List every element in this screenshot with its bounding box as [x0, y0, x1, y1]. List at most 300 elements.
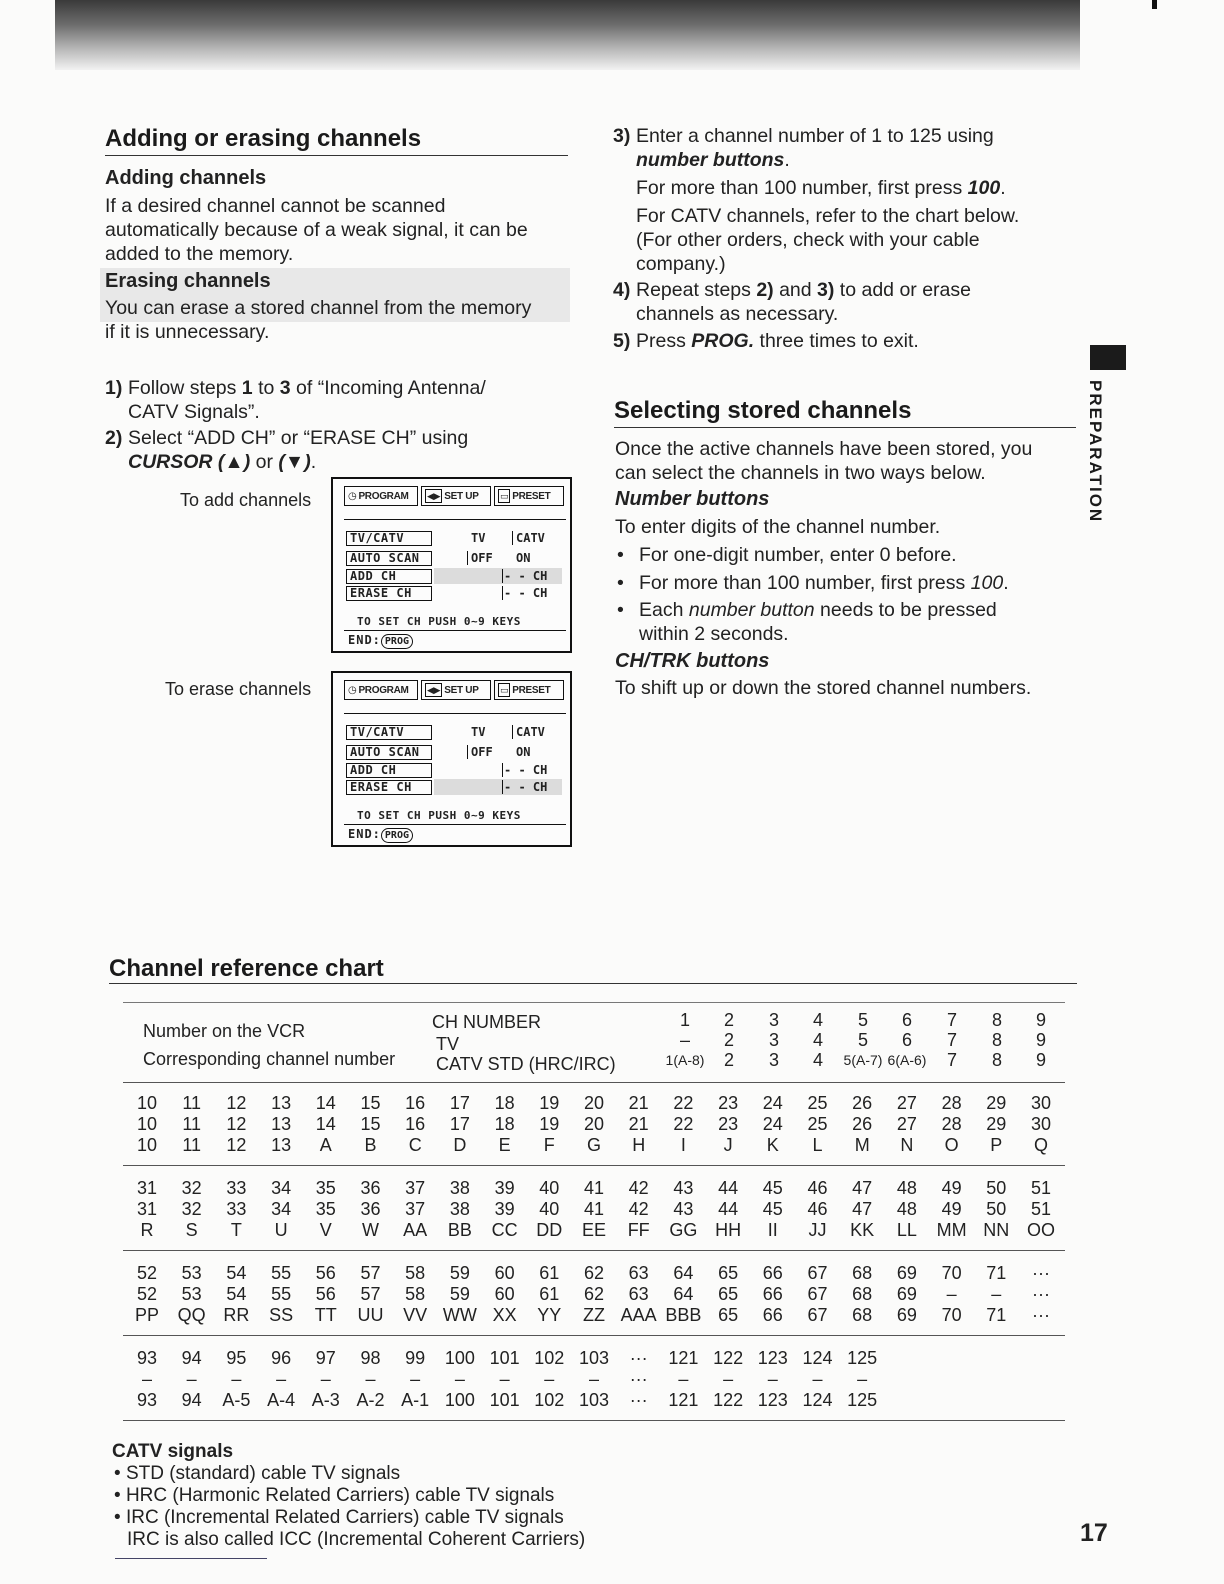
header-channel-cell: 2	[723, 1050, 734, 1070]
step-3-line-4: For CATV channels, refer to the chart below.	[636, 205, 1020, 227]
page-number: 17	[1080, 1519, 1108, 1547]
channel-cell: L	[812, 1135, 823, 1155]
channel-cell: E	[498, 1135, 511, 1155]
osd-row-tvcatv	[346, 725, 561, 741]
channel-cell: B	[364, 1135, 377, 1155]
channel-cell: M	[854, 1135, 870, 1155]
step-3-period: .	[784, 149, 790, 171]
osd-selector-bar	[502, 780, 503, 794]
channel-cell: PP	[134, 1305, 159, 1325]
osd-row-tvcatv	[346, 531, 561, 547]
osd-separator	[344, 713, 566, 714]
channel-cell: 34	[271, 1178, 292, 1198]
osd-row-label: AUTO SCAN	[346, 745, 432, 760]
channel-cell: 34	[271, 1199, 292, 1219]
channel-cell: 60	[494, 1284, 515, 1304]
channel-cell: 66	[762, 1305, 783, 1325]
channel-cell: G	[586, 1135, 601, 1155]
channel-cell: 47	[852, 1199, 873, 1219]
channel-cell: 14	[315, 1114, 336, 1134]
osd-erase-screen	[331, 671, 572, 847]
tv-icon: ▭	[500, 491, 509, 501]
channel-cell: 27	[896, 1093, 917, 1113]
channel-cell: 101	[489, 1348, 520, 1368]
channel-cell: 48	[896, 1178, 917, 1198]
step-1-line-2: CATV Signals”.	[128, 401, 260, 423]
channel-cell: 21	[628, 1114, 649, 1134]
bullet-1-text: For one-digit number, enter 0 before.	[639, 544, 957, 566]
channel-cell: 51	[1030, 1199, 1052, 1219]
channel-cell: 124	[802, 1348, 833, 1368]
chart-divider	[123, 1082, 1065, 1083]
osd-selector-bar	[502, 763, 503, 777]
osd-end	[348, 827, 413, 843]
channel-cell: Q	[1033, 1135, 1048, 1155]
adding-line-2: automatically because of a weak signal, it can be	[105, 219, 528, 241]
chart-title: Channel reference chart	[109, 955, 384, 982]
header-channel-cell: 4	[812, 1030, 823, 1050]
channel-cell: 123	[757, 1348, 788, 1368]
channel-cell: BB	[447, 1220, 472, 1240]
prog-button-ref: PROG.	[691, 330, 755, 352]
channel-cell: 16	[405, 1093, 426, 1113]
channel-cell: 58	[405, 1263, 426, 1283]
step-2	[105, 426, 565, 476]
erasing-paragraph	[105, 296, 531, 344]
channel-cell: 58	[405, 1284, 426, 1304]
channel-cell: I	[680, 1135, 686, 1155]
step-4-ref-2: 2)	[756, 279, 774, 301]
channel-cell: 71	[986, 1305, 1007, 1325]
osd-instruction: TO SET CH PUSH 0~9 KEYS	[357, 615, 521, 628]
channel-cell: ···	[629, 1369, 648, 1389]
channel-cell: 16	[405, 1114, 426, 1134]
channel-cell: A	[319, 1135, 332, 1155]
channel-cell: 63	[628, 1263, 649, 1283]
channel-cell: 55	[271, 1284, 292, 1304]
number-buttons-heading: Number buttons	[615, 488, 770, 510]
channel-cell: 13	[271, 1135, 292, 1155]
channel-cell: 24	[762, 1093, 783, 1113]
header-ch-number: CH NUMBER	[432, 1012, 542, 1032]
channel-cell: 67	[807, 1284, 828, 1304]
bullet-2-100: 100	[970, 572, 1004, 594]
channel-cell: 48	[896, 1199, 917, 1219]
osd-row-value-2: - - CH	[504, 780, 548, 794]
step-3-line-6: company.)	[636, 253, 726, 275]
channel-cell: GG	[669, 1220, 698, 1240]
step-4-text-c: and	[773, 279, 818, 301]
channel-cell: 33	[226, 1199, 247, 1219]
header-channel-cell: 5(A-7)	[843, 1052, 883, 1068]
bullet-3-number-button: number button	[688, 599, 815, 621]
header-channel-cell: 1	[679, 1010, 690, 1030]
step-1	[105, 376, 565, 426]
channel-cell: 68	[852, 1263, 873, 1283]
channel-cell: 35	[315, 1199, 336, 1219]
osd-row-label: TV/CATV	[346, 725, 432, 740]
top-banner	[55, 0, 1080, 70]
channel-cell: 21	[628, 1093, 649, 1113]
osd-row-value-2: ON	[516, 551, 531, 565]
channel-cell: NN	[983, 1220, 1010, 1240]
osd-tab-setup-label: SET UP	[444, 684, 479, 696]
selecting-title: Selecting stored channels	[614, 397, 912, 424]
prog-button-icon: PROG	[381, 828, 413, 843]
channel-cell: 38	[449, 1199, 470, 1219]
channel-cell: 10	[136, 1135, 158, 1155]
channel-cell: 61	[539, 1263, 560, 1283]
channel-cell: K	[766, 1135, 779, 1155]
header-channel-cell: 7	[946, 1010, 957, 1030]
erasing-line-2: if it is unnecessary.	[105, 321, 270, 343]
channel-cell: 125	[847, 1390, 878, 1410]
header-channel-cell: 6	[901, 1030, 912, 1050]
channel-cell: 40	[539, 1178, 560, 1198]
channel-cell: 59	[449, 1263, 470, 1283]
chart-top-line	[123, 1002, 1065, 1003]
header-tv: TV	[436, 1034, 460, 1054]
channel-cell: 103	[578, 1390, 610, 1410]
channel-cell: AAA	[620, 1305, 657, 1325]
channel-cell: 69	[896, 1284, 917, 1304]
osd-add-screen	[331, 477, 572, 653]
osd-tab-program-label: PROGRAM	[358, 490, 409, 502]
channel-cell: 102	[534, 1348, 565, 1368]
osd-row-label: ERASE CH	[346, 586, 432, 601]
channel-cell: 57	[360, 1284, 381, 1304]
channel-cell: LL	[896, 1220, 917, 1240]
channel-cell: 39	[494, 1178, 515, 1198]
channel-cell: 36	[360, 1178, 381, 1198]
header-channel-cell: 6(A-6)	[887, 1052, 927, 1068]
adding-paragraph	[105, 194, 528, 266]
channel-cell: 28	[941, 1093, 962, 1113]
channel-cell: 32	[181, 1178, 202, 1198]
adding-title-rule	[105, 155, 568, 156]
channel-cell: 10	[136, 1093, 158, 1113]
channel-cell: C	[408, 1135, 422, 1155]
osd-row-value-1: TV	[471, 531, 486, 545]
channel-cell: 93	[136, 1348, 158, 1368]
channel-cell: 66	[762, 1284, 783, 1304]
tv-icon: ▭	[500, 685, 509, 695]
bullet-1	[617, 543, 1057, 569]
channel-cell: 69	[896, 1305, 917, 1325]
adding-channels-heading: Adding channels	[105, 167, 267, 189]
step-2-number: 2)	[105, 427, 123, 449]
osd-row-value-2: - - CH	[504, 569, 548, 583]
catv-list	[114, 1463, 585, 1551]
channel-cell: KK	[850, 1220, 875, 1240]
osd-row-label: ERASE CH	[346, 780, 432, 795]
channel-cell: ···	[629, 1348, 648, 1368]
channel-cell: 22	[673, 1114, 694, 1134]
header-channel-cell: 1(A-8)	[665, 1052, 705, 1068]
channel-cell: VV	[403, 1305, 428, 1325]
osd-instruction: TO SET CH PUSH 0~9 KEYS	[357, 809, 521, 822]
step-5-text-a: Press	[636, 330, 692, 352]
channel-cell: 65	[718, 1263, 739, 1283]
channel-cell: YY	[537, 1305, 562, 1325]
osd-tab-preset	[494, 680, 564, 700]
bullet-dot: •	[114, 1463, 126, 1484]
channel-cell: 25	[807, 1114, 828, 1134]
channel-cell: 95	[226, 1348, 247, 1368]
channel-cell: T	[230, 1220, 242, 1240]
osd-row-label: ADD CH	[346, 763, 432, 778]
channel-cell: 45	[762, 1178, 783, 1198]
channel-cell: TT	[314, 1305, 337, 1325]
clock-icon: ◷	[348, 684, 357, 696]
bullet-2	[617, 571, 1057, 597]
channel-cell: –	[320, 1369, 331, 1389]
channel-cell: 18	[494, 1114, 515, 1134]
step-4-text-a: Repeat steps	[636, 279, 757, 301]
chtrk-heading: CH/TRK buttons	[615, 650, 770, 672]
channel-cell: 54	[226, 1263, 247, 1283]
channel-cell: P	[990, 1135, 1003, 1155]
osd-tab-program-label: PROGRAM	[358, 684, 409, 696]
step-5-text-c: three times to exit.	[754, 330, 919, 352]
channel-cell: XX	[492, 1305, 517, 1325]
channel-cell: 18	[494, 1093, 515, 1113]
channel-cell: ···	[629, 1390, 648, 1410]
header-channel-cell: 3	[768, 1030, 779, 1050]
channel-cell: ···	[1032, 1305, 1050, 1325]
osd-tab-setup	[421, 680, 491, 700]
osd-selector-bar	[512, 725, 513, 739]
arrows-icon: ◀▶	[427, 685, 441, 695]
osd-row-value-1: OFF	[471, 745, 493, 759]
osd-foot-line	[344, 824, 566, 825]
to-add-label: To add channels	[180, 490, 312, 510]
channel-cell: –	[410, 1369, 421, 1389]
channel-cell: 98	[360, 1348, 381, 1368]
step-4-number: 4)	[613, 279, 631, 301]
channel-cell: BBB	[665, 1305, 702, 1325]
channel-cell: 64	[673, 1284, 694, 1304]
header-channel-cell: 5	[857, 1030, 868, 1050]
channel-cell: 37	[405, 1199, 426, 1219]
channel-cell: 11	[182, 1093, 202, 1113]
channel-cell: 35	[315, 1178, 336, 1198]
channel-cell: 36	[360, 1199, 381, 1219]
channel-cell: 54	[226, 1284, 247, 1304]
channel-cell: 29	[986, 1114, 1007, 1134]
channel-cell: –	[231, 1369, 242, 1389]
channel-cell: 12	[226, 1093, 247, 1113]
number-buttons-ref: number buttons	[636, 149, 785, 171]
bullet-3-line-2: within 2 seconds.	[639, 623, 789, 645]
osd-tab-preset-label: PRESET	[512, 490, 551, 502]
osd-row-value-2: - - CH	[504, 586, 548, 600]
channel-cell: 40	[539, 1199, 560, 1219]
step-1-text-e: of “Incoming Antenna/	[290, 377, 486, 399]
prog-button-icon: PROG	[381, 634, 413, 649]
osd-foot-line	[344, 630, 566, 631]
osd-tab-program	[344, 680, 418, 700]
channel-cell: 10	[136, 1114, 158, 1134]
channel-cell: 14	[315, 1093, 336, 1113]
header-channel-cell: 8	[991, 1050, 1002, 1070]
channel-cell: 28	[941, 1114, 962, 1134]
osd-row-addch-selected	[346, 569, 561, 585]
step-2-period: .	[310, 451, 317, 473]
channel-cell: RR	[223, 1305, 250, 1325]
osd-tab-setup	[421, 486, 491, 506]
channel-cell: –	[588, 1369, 599, 1389]
chart-divider	[123, 1165, 1065, 1166]
step-3-period-2: .	[1000, 177, 1006, 199]
channel-cell: 70	[941, 1305, 962, 1325]
osd-separator	[344, 519, 566, 520]
catv-item-irc: IRC (Incremental Related Carriers) cable TV signals	[125, 1507, 564, 1528]
bullet-dot: •	[617, 572, 624, 594]
osd-tab-preset	[494, 486, 564, 506]
channel-cell: A-2	[356, 1390, 385, 1410]
channel-cell: 69	[896, 1263, 917, 1283]
channel-cell: 31	[136, 1199, 158, 1219]
selecting-line-1: Once the active channels have been stored, you	[615, 438, 1033, 460]
header-channel-cell: 6	[901, 1010, 912, 1030]
header-channel-cell: 9	[1035, 1030, 1046, 1050]
channel-cell: 121	[668, 1390, 699, 1410]
channel-cell: 70	[941, 1263, 962, 1283]
channel-cell: EE	[581, 1220, 606, 1240]
channel-cell: FF	[627, 1220, 650, 1240]
channel-cell: 53	[181, 1263, 202, 1283]
catv-item-hrc: HRC (Harmonic Related Carriers) cable TV signals	[125, 1485, 555, 1506]
header-number-on-vcr: Number on the VCR	[143, 1021, 306, 1041]
section-tab-marker	[1090, 345, 1126, 370]
channel-cell: 43	[673, 1199, 694, 1219]
channel-cell: 122	[713, 1390, 744, 1410]
channel-cell: 26	[852, 1114, 873, 1134]
step-3-line-1: Enter a channel number of 1 to 125 using	[636, 125, 994, 147]
bullet-dot: •	[617, 544, 624, 566]
channel-cell: 23	[718, 1114, 739, 1134]
channel-cell: 97	[315, 1348, 336, 1368]
osd-selector-bar	[502, 586, 503, 600]
channel-cell: JJ	[808, 1220, 827, 1240]
header-channel-cell: 2	[723, 1010, 734, 1030]
channel-cell: 65	[718, 1305, 739, 1325]
chtrk-paragraph: To shift up or down the stored channel numbers.	[615, 677, 1032, 699]
channel-cell: 15	[360, 1114, 381, 1134]
osd-end-label: END:	[348, 827, 381, 841]
catv-item-std: STD (standard) cable TV signals	[125, 1463, 401, 1484]
channel-cell: S	[185, 1220, 198, 1240]
channel-cell: 42	[628, 1199, 649, 1219]
number-buttons-paragraph: To enter digits of the channel number.	[615, 516, 941, 538]
osd-row-autoscan	[346, 551, 561, 567]
channel-cell: 52	[136, 1284, 158, 1304]
channel-cell: A-4	[267, 1390, 296, 1410]
channel-cell: 67	[807, 1305, 828, 1325]
osd-row-value-2: CATV	[516, 531, 545, 545]
osd-row-label: ADD CH	[346, 569, 432, 584]
channel-cell: U	[274, 1220, 288, 1240]
clock-icon: ◷	[348, 490, 357, 502]
channel-cell: 11	[182, 1114, 202, 1134]
channel-cell: 99	[405, 1348, 426, 1368]
adding-title: Adding or erasing channels	[105, 125, 422, 152]
channel-cell: 23	[718, 1093, 739, 1113]
catv-note: IRC is also called ICC (Incremental Coherent Carriers)	[127, 1529, 586, 1550]
channel-cell: 68	[852, 1305, 873, 1325]
channel-cell: UU	[357, 1305, 384, 1325]
step-5-number: 5)	[613, 330, 631, 352]
osd-row-erasech	[346, 586, 561, 602]
channel-cell: 57	[360, 1263, 381, 1283]
channel-cell: –	[812, 1369, 823, 1389]
channel-cell: 122	[713, 1348, 744, 1368]
channel-cell: 12	[226, 1114, 247, 1134]
header-channel-cell: 4	[812, 1050, 823, 1070]
channel-cell: 43	[673, 1178, 694, 1198]
header-channel-cell: 8	[991, 1010, 1002, 1030]
step-4	[613, 278, 1063, 328]
adding-line-1: If a desired channel cannot be scanned	[105, 195, 446, 217]
channel-cell: 63	[628, 1284, 649, 1304]
channel-cell: 96	[271, 1348, 292, 1368]
channel-cell: 15	[360, 1093, 381, 1113]
channel-cell: 13	[271, 1093, 292, 1113]
step-1-ref-3: 3	[279, 377, 291, 399]
channel-cell: DD	[536, 1220, 563, 1240]
bullet-2-period: .	[1003, 572, 1009, 594]
channel-cell: 27	[896, 1114, 917, 1134]
selecting-paragraph	[615, 437, 1032, 485]
bullet-3-text-a: Each	[639, 599, 689, 621]
channel-cell: 93	[136, 1390, 158, 1410]
channel-cell: 125	[847, 1348, 878, 1368]
channel-cell: 124	[802, 1390, 833, 1410]
channel-cell: 60	[494, 1263, 515, 1283]
channel-cell: 100	[444, 1390, 475, 1410]
channel-cell: 62	[583, 1284, 605, 1304]
osd-row-value-1: TV	[471, 725, 486, 739]
channel-cell: 47	[852, 1178, 873, 1198]
channel-cell: 29	[986, 1093, 1007, 1113]
osd-selector-bar	[467, 745, 468, 759]
step-2-or: or	[250, 451, 279, 473]
channel-cell: 67	[807, 1263, 828, 1283]
channel-cell: SS	[269, 1305, 294, 1325]
channel-cell: 41	[583, 1178, 605, 1198]
channel-cell: 52	[136, 1263, 158, 1283]
channel-cell: II	[767, 1220, 778, 1240]
step-2-line-1: Select “ADD CH” or “ERASE CH” using	[128, 427, 469, 449]
osd-row-addch	[346, 763, 561, 779]
channel-cell: A-1	[401, 1390, 430, 1410]
corner-mark	[1152, 0, 1157, 9]
channel-cell: CC	[491, 1220, 518, 1240]
to-erase-label: To erase channels	[165, 679, 312, 699]
channel-cell: J	[723, 1135, 733, 1155]
channel-cell: ···	[1032, 1263, 1050, 1283]
channel-cell: WW	[442, 1305, 477, 1325]
channel-cell: –	[723, 1369, 734, 1389]
channel-cell: 50	[986, 1178, 1007, 1198]
channel-cell: 71	[986, 1263, 1007, 1283]
header-channel-cell: 7	[946, 1030, 957, 1050]
osd-tabs	[344, 486, 564, 506]
channel-cell: 123	[757, 1390, 788, 1410]
channel-cell: 46	[807, 1178, 828, 1198]
channel-cell: F	[543, 1135, 555, 1155]
